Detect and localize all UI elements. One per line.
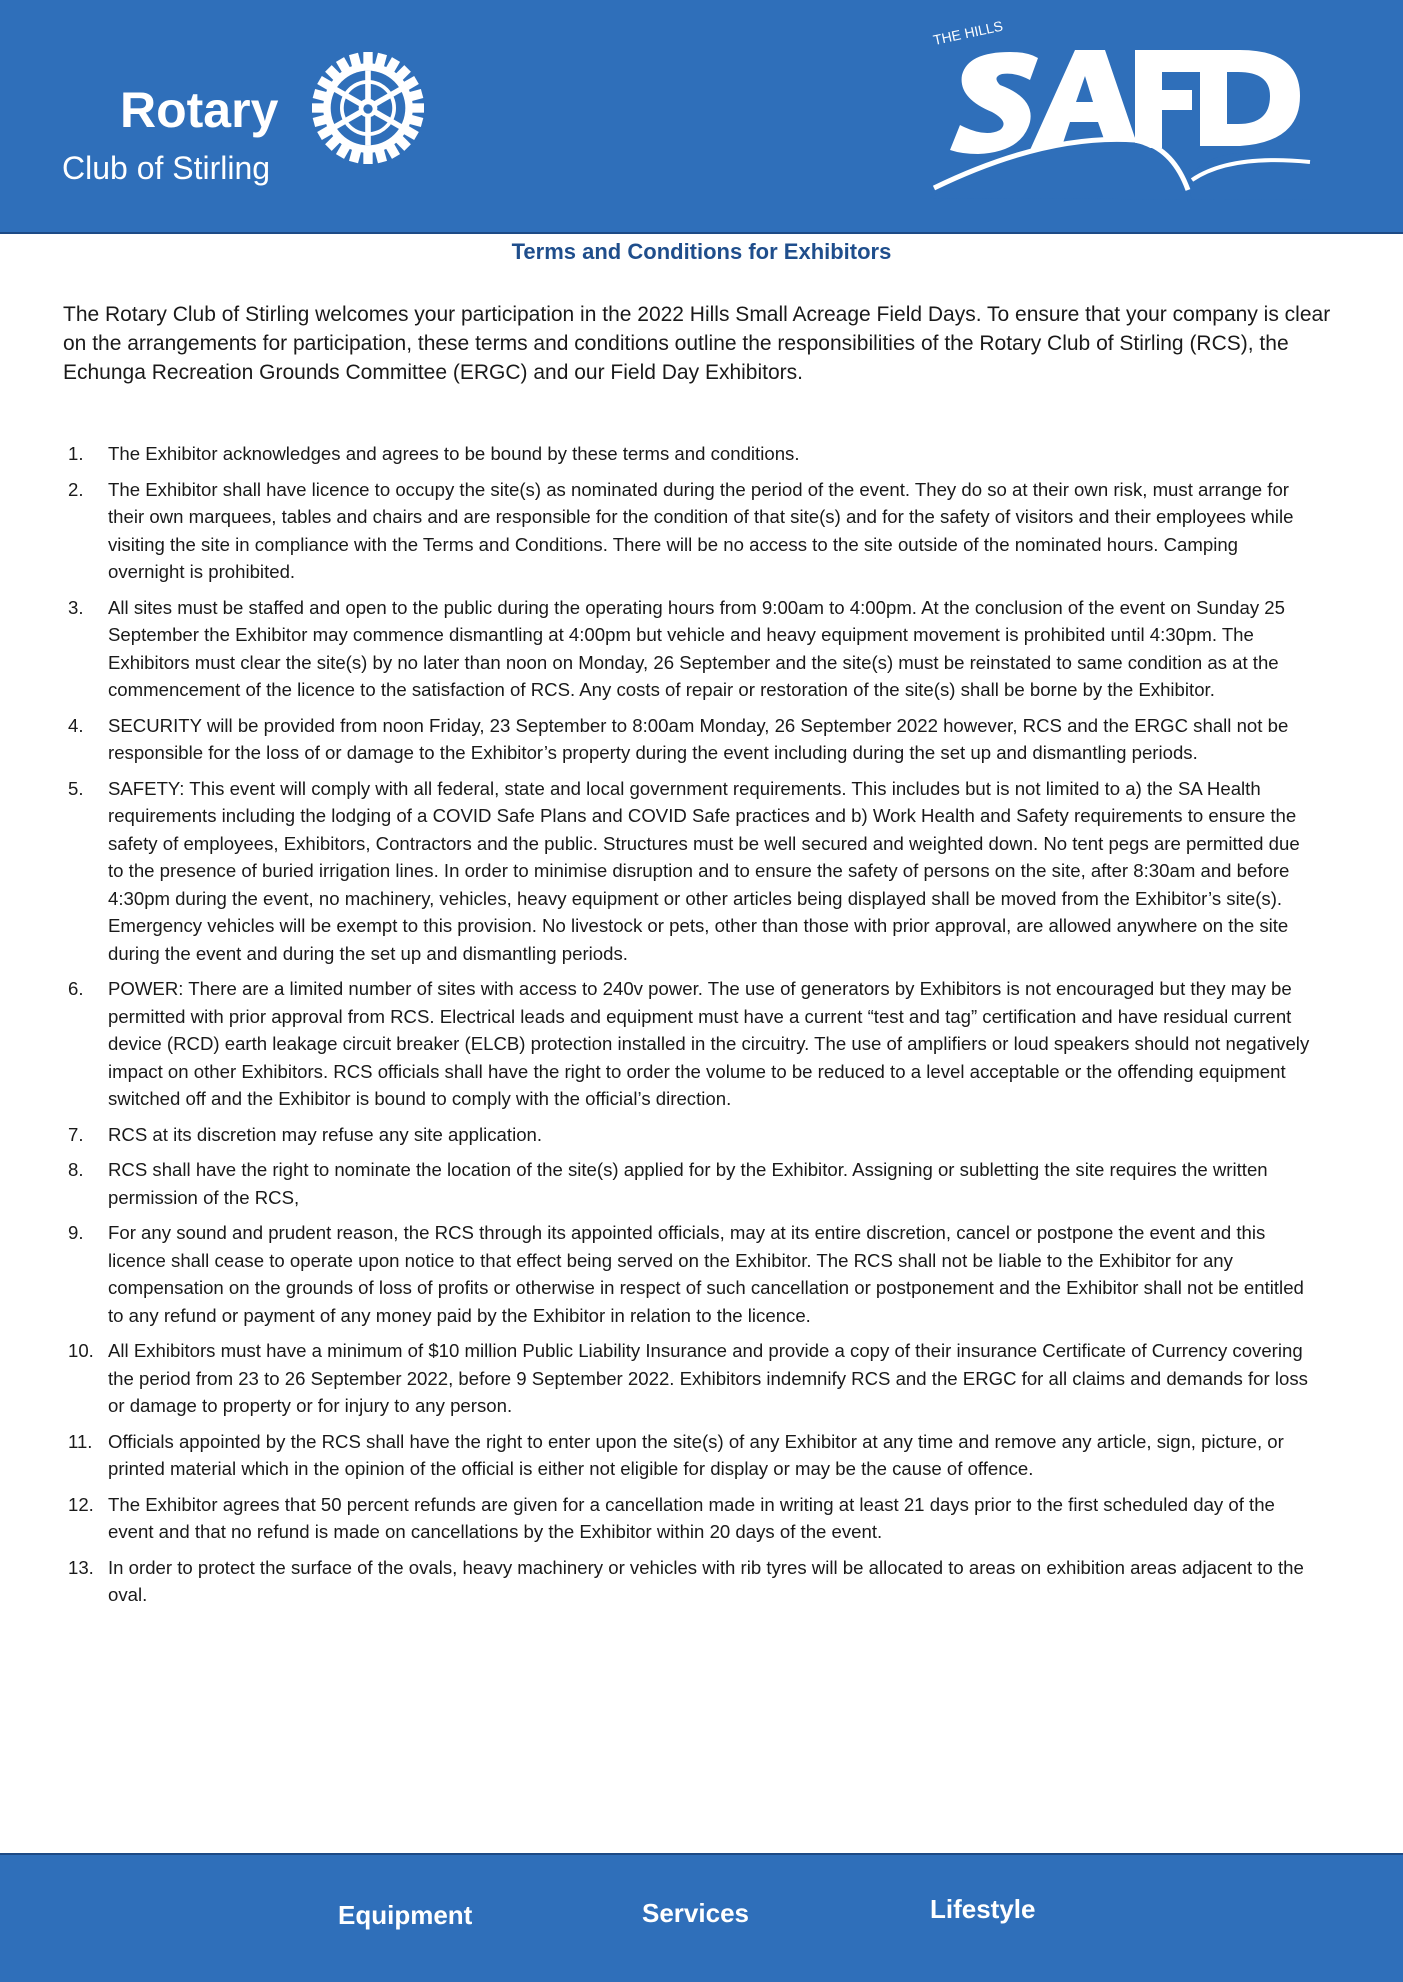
term-number: 12. (68, 1493, 94, 1515)
term-text: RCS shall have the right to nominate the location of the site(s) applied for by the Exhibitor. Assigning or subletting the site requires the written permission of the RCS, (108, 1159, 1268, 1208)
term-text: The Exhibitor shall have licence to occupy the site(s) as nominated during the period of the event. They do so at their own risk, must arrange for their own marquees, tables and chairs and are responsible for the condition of that site(s) and for the safety of visitors and their employees while visiting the site in compliance with the Terms and Conditions. There will be no access to the site outside of the nominated hours. Camping overnight is prohibited. (108, 478, 1294, 582)
intro-paragraph: The Rotary Club of Stirling welcomes your participation in the 2022 Hills Small Acreage Field Days. To ensure that your company is clear on the arrangements for participation, these terms and conditions outline the responsibilities of the Rotary Club of Stirling (RCS), the Echunga Recreation Grounds Committee (ERGC) and our Field Day Exhibitors. (63, 303, 1331, 384)
rotary-logo-subtitle: Club of Stirling (62, 150, 271, 186)
term-number: 4. (68, 714, 84, 736)
term-number: 11. (68, 1430, 93, 1452)
header-banner (0, 0, 1403, 234)
term-item (63, 476, 1313, 586)
term-text: SECURITY will be provided from noon Friday, 23 September to 8:00am Monday, 26 September 2022 however, RCS and the ERGC shall not be responsible for the loss of or damage to the Exhibitor’s property during the event including during the set up and dismantling periods. (108, 714, 1289, 763)
safd-logo-icon (930, 30, 1320, 200)
term-number: 3. (68, 596, 84, 618)
footer-banner (0, 1853, 1403, 1982)
safd-tagline: THE HILLS (931, 17, 1005, 48)
term-number: 8. (68, 1159, 84, 1180)
rotary-logo-name: Rotary (120, 82, 279, 138)
term-item (63, 594, 1313, 704)
term-item (63, 1121, 1313, 1149)
footer-label-lifestyle: Lifestyle (930, 1894, 1036, 1924)
term-number: 2. (68, 478, 84, 500)
term-number: 9. (68, 1222, 84, 1243)
term-number: 7. (68, 1123, 84, 1145)
term-text: Officials appointed by the RCS shall have the right to enter upon the site(s) of any Exhibitor at any time and remove any article, sign, picture, or printed material which in the opinion of the official is either not eligible for display or may be the cause of offence. (108, 1430, 1284, 1479)
term-item (63, 1337, 1313, 1420)
term-text: The Exhibitor acknowledges and agrees to be bound by these terms and conditions. (108, 443, 800, 464)
term-item (63, 775, 1313, 968)
term-number: 13. (68, 1556, 94, 1578)
term-item (63, 712, 1313, 767)
terms-list (63, 440, 1313, 1617)
term-text: SAFETY: This event will comply with all federal, state and local government requirements. This includes but is not limited to a) the SA Health requirements including the lodging of a COVID Safe Plans and COVID Safe practices and b) Work Health and Safety requirements to ensure the safety of employees, Exhibitors, Contractors and the public. Structures must be well secured and weighted down. No tent pegs are permitted due to the presence of buried irrigation lines. In order to minimise disruption and to ensure the safety of persons on the site, after 8:30am and before 4:30pm during the event, no machinery, vehicles, heavy equipment or other articles being displayed shall be moved from the Exhibitor’s site(s). Emergency vehicles will be exempt to this provision. No livestock or pets, other than those with prior approval, are allowed anywhere on the site during the event and during the set up and dismantling periods. (108, 777, 1300, 964)
term-text: All sites must be staffed and open to the public during the operating hours from 9:00am to 4:00pm. At the conclusion of the event on Sunday 25 September the Exhibitor may commence dismantling at 4:00pm but vehicle and heavy equipment movement is prohibited until 4:30pm. The Exhibitors must clear the site(s) by no later than noon on Monday, 26 September and the site(s) must be reinstated to same condition as at the commencement of the licence to the satisfaction of RCS. Any costs of repair or restoration of the site(s) shall be borne by the Exhibitor. (108, 596, 1285, 700)
term-text: In order to protect the surface of the ovals, heavy machinery or vehicles with rib tyres will be allocated to areas on exhibition areas adjacent to the oval. (108, 1556, 1304, 1605)
term-item (63, 975, 1313, 1113)
footer-label-services: Services (642, 1898, 749, 1928)
term-item (63, 1156, 1313, 1211)
term-number: 6. (68, 978, 84, 999)
term-number: 1. (68, 443, 84, 464)
term-text: All Exhibitors must have a minimum of $10 million Public Liability Insurance and provide a copy of their insurance Certificate of Currency covering the period from 23 to 26 September 2022, before 9 September 2022. Exhibitors indemnify RCS and the ERGC for all claims and demands for loss or damage to property or for injury to any person. (108, 1340, 1308, 1416)
term-number: 10. (68, 1340, 94, 1361)
term-text: The Exhibitor agrees that 50 percent refunds are given for a cancellation made in writing at least 21 days prior to the first scheduled day of the event and that no refund is made on cancellations by the Exhibitor within 20 days of the event. (108, 1493, 1275, 1542)
rotary-wheel-icon (312, 52, 424, 164)
term-text: POWER: There are a limited number of sites with access to 240v power. The use of generators by Exhibitors is not encouraged but they may be permitted with prior approval from RCS. Electrical leads and equipment must have a current “test and tag” certification and have residual current device (RCD) earth leakage circuit breaker (ELCB) protection installed in the circuitry. The use of amplifiers or loud speakers should not negatively impact on other Exhibitors. RCS officials shall have the right to order the volume to be reduced to a level acceptable or the offending equipment switched off and the Exhibitor is bound to comply with the official’s direction. (108, 978, 1310, 1109)
term-item (63, 440, 1313, 468)
term-number: 5. (68, 777, 84, 799)
term-item (63, 1219, 1313, 1329)
document-title: Terms and Conditions for Exhibitors (511, 239, 892, 264)
footer-label-equipment: Equipment (338, 1900, 473, 1930)
term-text: RCS at its discretion may refuse any site application. (108, 1123, 543, 1145)
term-item (63, 1491, 1313, 1546)
term-text: For any sound and prudent reason, the RCS through its appointed officials, may at its entire discretion, cancel or postpone the event and this licence shall cease to operate upon notice to that effect being served on the Exhibitor. The RCS shall not be liable to the Exhibitor for any compensation on the grounds of loss of profits or otherwise in respect of such cancellation or postponement and the Exhibitor shall not be entitled to any refund or payment of any money paid by the Exhibitor in relation to the licence. (108, 1222, 1304, 1326)
term-item (63, 1428, 1313, 1483)
term-item (63, 1554, 1313, 1609)
